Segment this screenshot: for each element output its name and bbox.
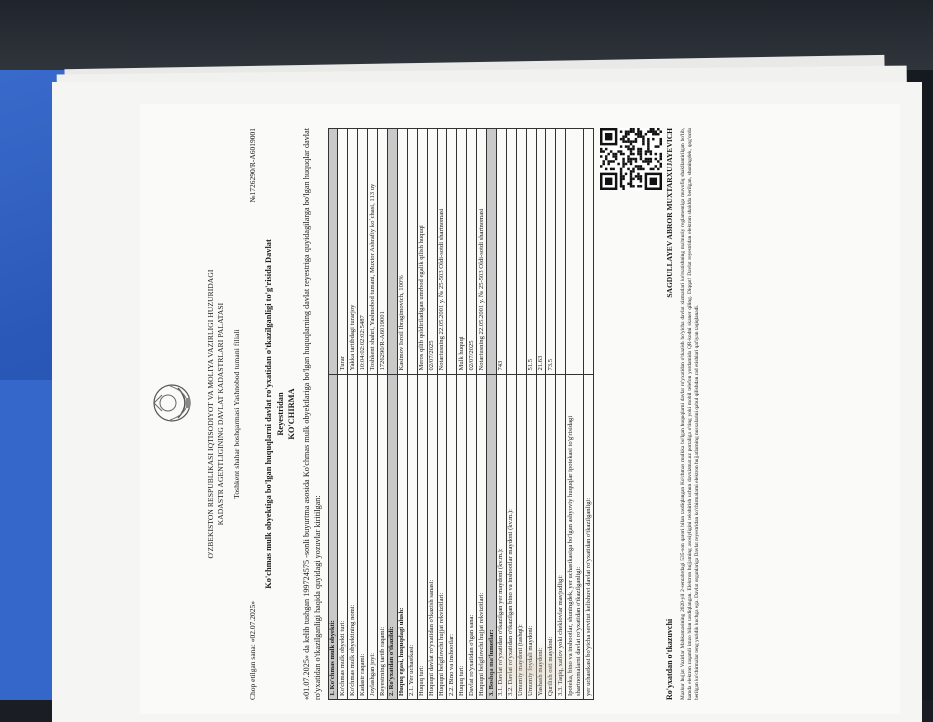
intro-paragraph: «01.07.2025» da kelib tushgan 199724575 -sonli buyurtma asosida Ko'chmas mulk obyektlariga bo'lgan huquqlarning davlat reyestriga quyidagilarga bo'lgan huquqlar davlat ro'yxatidan o'tkazilganligi haqida quyidagi yozuvlar kiritilgan: (302, 128, 323, 700)
table-row (338, 129, 348, 700)
table-cell-value: Mulk huquqi (457, 129, 467, 375)
table-row (407, 129, 417, 700)
table-row (417, 129, 427, 700)
signer-name: SAGDULLAYEV ABROR MUXTARXUJAYEVICH (665, 128, 674, 298)
table-cell-value: 02/07/2025 (467, 129, 477, 375)
table-cell-value (407, 129, 417, 375)
document-title (263, 128, 297, 700)
table-row (566, 129, 584, 700)
table-cell-value: 743 (496, 129, 506, 375)
document-content (140, 114, 880, 714)
table-cell-label: Umumiy foydali maydoni: (526, 374, 536, 699)
table-cell-value (566, 129, 584, 375)
table-row (397, 129, 407, 700)
shadow (470, 640, 590, 700)
table-row (328, 129, 338, 700)
register-table (328, 128, 594, 700)
table-cell-value: 73.5 (546, 129, 556, 375)
table-cell-value: Yakka tartibdagi turarjoy (348, 129, 358, 375)
table-row (387, 129, 397, 700)
table-row (427, 129, 437, 700)
table-cell-value (387, 129, 397, 375)
table-cell-label: yer uchastkasi bo'yicha servitut kelishuvi davlat ro'yxatidan o'tkazilganligi: (584, 374, 594, 699)
table-row (467, 129, 477, 700)
table-row (348, 129, 358, 700)
table-cell-label: Kadastr raqami: (358, 374, 368, 699)
table-row (516, 129, 526, 700)
title-line-1: Ko'chmas mulk obyektiga bo'lgan huquqlarni davlat ro'yxatidan o'tkazilganligi to'g'risida Davlat (264, 239, 274, 589)
table-cell-value: Kasimov Isroil Ibragimovich, 100% (397, 129, 407, 375)
table-cell-value (328, 129, 338, 375)
document-number: №1726290/R-A6019001 (248, 128, 258, 203)
qr-code-icon (600, 128, 662, 190)
table-cell-label: Huquqni davlat ro'yxatidan o'tkazish sanasi: (427, 374, 437, 699)
print-date: Chop etilgan sana: «02.07.2025» (248, 601, 258, 700)
table-row (437, 129, 447, 700)
table-row (556, 129, 566, 700)
table-row (496, 129, 506, 700)
table-cell-value: Turar (338, 129, 348, 375)
legal-note: Mazkur hujjat Vazirlar Mahkamasining 2020-yil 2-sentabrdagi 535-son qarori bilan tasdiqlangan Ko'chmas mulkka bo'lgan huquqlarni davlat ro'yxatidan o'tkazish bo'yicha davlat xizmatlari ko'rsatishning ma'muriy reglamentiga muvofiq shakllantirilgan bo'lib, hamda elektron raqamli imzo bilan tasdiqlangan. Elektron hujjatning asosiyligini tekshirish uchun davxizmat.uz portaliga o'ting yoki mobil telefon yordamida QR-kodni skaner qiling. Diqqat! Davlat reyestridan elektron shaklda berilgan, shuningdek, qog'ozda berilgan ko'chirmalar teng yuridik kuchga ega. Davlat organlariga Davlat reyestridan ko'chirmalarni elektron hujjatlarning nusxalarini qabul qilishdan rad etishlari qat'iyan taqiqlanadi. (680, 128, 700, 700)
state-emblem-icon (148, 376, 194, 430)
table-row (378, 129, 388, 700)
table-cell-value: 10:04:02:02:02:5487 (358, 129, 368, 375)
table-cell-value: Meros qilib qoldiriladigan umrbod egalik qilish huquqi (417, 129, 427, 375)
table-row (506, 129, 516, 700)
table-cell-value: 51.5 (526, 129, 536, 375)
table-cell-value (584, 129, 594, 375)
table-cell-label: Joylashgan joyi: (368, 374, 378, 699)
header-block (206, 128, 242, 700)
registrar-label: Ro'yxatdan o'tkazuvchi (665, 618, 674, 700)
table-cell-value: Notariusning 22.05.2001 y. № 25-503 Oldi-sotdi shartnomasi (437, 129, 447, 375)
title-line-3: KO'CHIRMA (287, 388, 297, 440)
table-row (487, 129, 497, 700)
table-cell-label: Huquq egasi, huquqdagi ulush: (397, 374, 407, 699)
table-row (358, 129, 368, 700)
table-cell-value: Notariusning 22.05.2001 y. № 25-503 Oldi-sotdi shartnomasi (477, 129, 487, 375)
table-cell-label: Yashash maydoni: (536, 374, 546, 699)
header-line-2: KADASTR AGENTLIGINING DAVLAT KADASTRLARI PALATASI (216, 302, 226, 526)
table-cell-label: Umumiy maydoni (tashqi): (516, 374, 526, 699)
table-row (477, 129, 487, 700)
table-cell-label: 3. Boshqa ma'lumotlar: (487, 374, 497, 699)
table-cell-label: Huquqni belgilovchi hujjat rekvizitlari: (477, 374, 487, 699)
table-cell-label: 2.1. Yer uchastkasi: (407, 374, 417, 699)
table-cell-value (506, 129, 516, 375)
table-cell-label: Huquqni belgilovchi hujjat rekvizitlari: (437, 374, 447, 699)
table-cell-label: Ko'chmas mulk obyekti turi: (338, 374, 348, 699)
table-cell-label: 3.2. Davlat ro'yxatidan o'tkazilgan bino va inshootlar maydoni (kv.m.): (506, 374, 516, 699)
table-cell-value: 02/07/2025 (427, 129, 437, 375)
table-cell-value (447, 129, 457, 375)
table-row (526, 129, 536, 700)
table-cell-label: 3.1. Davlat ro'yxatidan o'tkazilgan yer maydoni (kv.m.): (496, 374, 506, 699)
table-cell-value: Toshkent shahri, Yashnobod tumani, Muxtor Ashrafiy ko`chasi, 113 uy (368, 129, 378, 375)
table-cell-label: 3.3. Taqiq, xatlov yoki cheklovlar mavjudligi: (556, 374, 566, 699)
table-cell-label: 1. Ko'chmas mulk obyekti: (328, 374, 338, 699)
table-row (546, 129, 556, 700)
signer-block (600, 128, 674, 298)
table-cell-value (487, 129, 497, 375)
meta-row (248, 128, 257, 700)
table-cell-label: Davlat ro'yxatidan o'tgan sana: (467, 374, 477, 699)
table-cell-label: Huquq turi: (457, 374, 467, 699)
header-line-3: Toshkent shahar boshqarmasi Yashnobod tumani filiali (232, 329, 242, 499)
footer (600, 128, 674, 700)
table-cell-label: Ko'chmas mulk obyektining nomi: (348, 374, 358, 699)
table-row (368, 129, 378, 700)
table-cell-label: 2.2. Bino va inshootlar: (447, 374, 457, 699)
emblem-area (150, 128, 200, 700)
table-cell-label: Ipoteka, bino va inshootlar, shuningdek, yer uchastkasiga bo'lgan ashyoviy huquqlar ipotekasi to'g'risidagi shartnomalarni davlat ro'yxatidan o'tkazilganligi: (566, 374, 584, 699)
table-cell-label: Huquq turi: (417, 374, 427, 699)
table-row (447, 129, 457, 700)
table-cell-label: Reyestrning tartib raqami: (378, 374, 388, 699)
table-cell-value (516, 129, 526, 375)
table-row (457, 129, 467, 700)
table-cell-value: 21.63 (536, 129, 546, 375)
header-line-1: O'ZBEKISTON RESPUBLIKASI IQTISODIYOT VA MOLIYA VAZIRLIGI HUZURIDAGI (206, 269, 215, 559)
table-cell-value: 1726290/R-A6019001 (378, 129, 388, 375)
table-cell-value (556, 129, 566, 375)
table-row (584, 129, 594, 700)
title-line-2: Reyestridan (275, 392, 285, 436)
table-row (536, 129, 546, 700)
table-cell-label: Qurilish osti maydoni: (546, 374, 556, 699)
table-cell-label: 2. Ro'yxatdan o'tkazildi: (387, 374, 397, 699)
document-page (140, 104, 900, 714)
